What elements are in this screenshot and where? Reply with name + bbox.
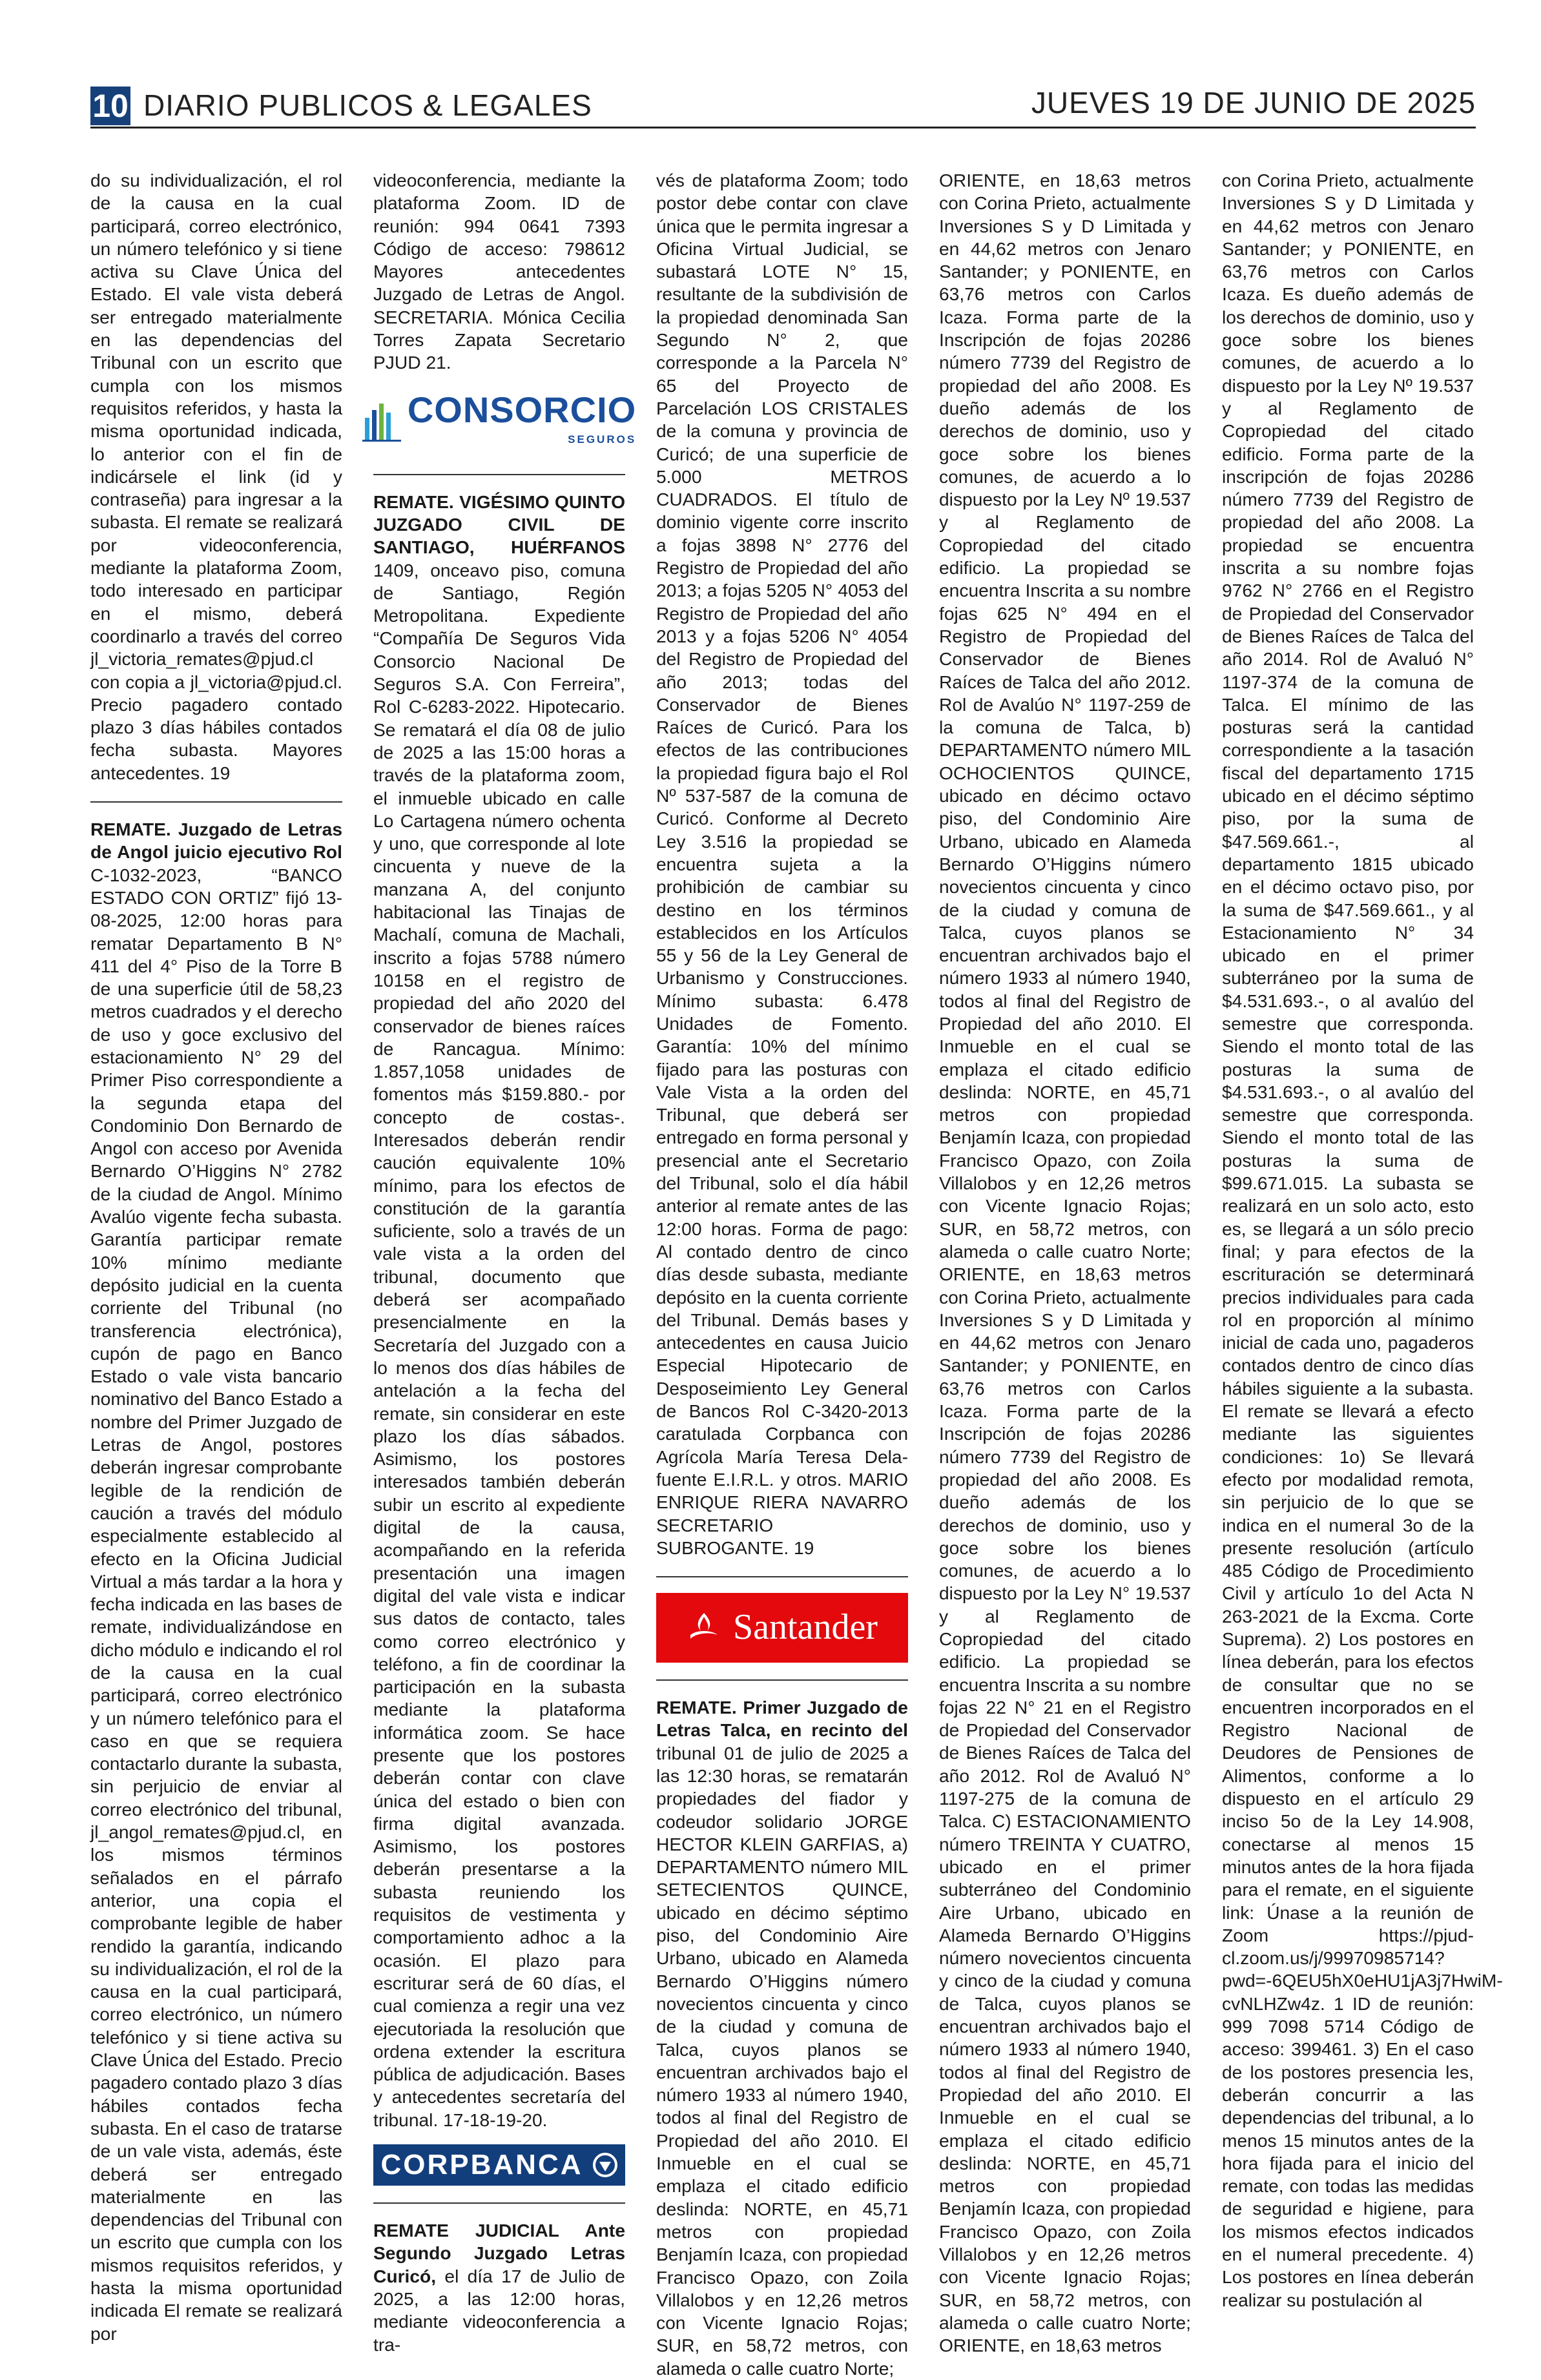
column-3 [656, 169, 908, 2379]
notice-divider [373, 474, 625, 475]
notice-remate-angol [90, 818, 342, 2345]
consorcio-name: CONSORCIO [407, 389, 637, 431]
notice-continuation: con Corina Prieto, actualmente Inversiones S y D Limitada y en 44,62 metros con Jenaro Santander; y PONIENTE, en 63,76 metros con Carlos Icaza. Es dueño además de los derechos de dominio, uso y goce sobre los bienes comunes, de acuerdo a lo dispuesto por la Ley Nº 19.537 y al Reglamento de Copropiedad del citado edificio. Forma parte de la inscripción de fojas 20286 número 7739 del Registro de propiedad del año 2008. La propiedad se encuentra inscrita a su nombre fojas 9762 N° 2766 en el Registro de Propiedad del Conservador de Bienes Raíces de Talca del año 2014. Rol de Avaluó N° 1197-374 de la comuna de Talca. El mínimo de las posturas será la cantidad correspondiente a la tasación fiscal del departamento 1715 ubicado en el décimo séptimo piso, por la suma de $47.569.661.-, al departamento 1815 ubicado en el décimo octavo piso, por la suma de $47.569.661., y al Estacionamiento N° 34 ubicado en el primer subterráneo por la suma de $4.531.693.-, o al avalúo del semestre que corresponda. Siendo el monto total de las posturas la suma de $4.531.693.-, o al avalúo del semestre que corresponda. Siendo el monto total de las posturas la suma de $99.671.015. La subasta se realizará en un solo acto, esto es, se llegará a un sólo precio final; y para efectos de la escrituración se determinará precios individuales para cada rol en proporción al mínimo inicial de cada uno, pagaderos contados dentro de cinco días hábiles siguiente a la subasta. El remate se llevará a efecto mediante las siguientes condiciones: 1o) Se llevará efecto por modalidad remota, sin perjuicio de lo que se indica en el numeral 3o de la presente resolución (artículo 485 Código de Procedimiento Civil y artículo 1o del Acta N 263-2021 de la Excma. Corte Suprema). 2) Los postores en línea deberán, para los efectos de consultar que no se encuentren incorporados en el Registro Nacional de Deudores de Pensiones de Alimentos, conforme a lo dispuesto en el artículo 29 inciso 5o de la Ley 14.908, conectarse al menos 15 minutos antes de la hora fijada para el remate, en el siguiente link: Únase a la reunión de Zoom https://pjud-cl.zoom.us/j/99970985714?pwd=-6QEU5hX0eHU1jA3j7HwiM-cvNLHZw4z. 1 ID de reunión: 999 7098 5714 Código de acceso: 399461. 3) En el caso de los postores presencia les, deberán concurrir a las dependencias del tribunal, a lo menos 15 minutos antes de la hora fijada para el inicio del remate, con todas las medidas de seguridad e higiene, para los mismos efectos indicados en el numeral precedente. 4) Los postores en línea deberán realizar su postulación al [1222, 170, 1503, 2310]
column-5 [1222, 169, 1503, 2310]
notice-body: tribunal 01 de julio de 2025 a las 12:30 horas, se rematarán propiedades del fiador y codeudor solidario JORGE HECTOR KLEIN GARFIAS, a) DEPARTAMENTO número MIL SETECIENTOS QUINCE, ubicado en décimo séptimo piso, del Condominio Aire Urbano, ubicado en Alameda Bernardo O’Higgins número novecientos cincuenta y cinco de la ciudad y comuna de Talca, cuyos planos se encuentran archivados bajo el número 1933 al número 1940, todos al final del Registro de Propiedad del año 2010. El Inmueble en el cual se emplaza el citado edificio deslinda: NORTE, en 45,71 metros con propiedad Benjamín Icaza, con propiedad Francisco Opazo, con Zoila Villalobos y en 12,26 metros con Vicente Ignacio Rojas; SUR, en 58,72 metros, con alameda o calle cuatro Norte; [656, 1742, 908, 2379]
column-1 [90, 169, 342, 2344]
notice-continuation: vés de plataforma Zoom; todo postor debe contar con clave única que le permita ingresar a Oficina Virtual Judicial, se subastará LOTE N° 15, resultante de la subdivisión de la propiedad denominada San Segundo N° 2, que corresponde a la Parcela N° 65 del Proyecto de Parcelación LOS CRISTALES de la comuna y provincia de Curicó; de una superficie de 5.000 METROS CUADRADOS. El título de dominio vigente corre inscrito a fojas 3898 N° 2776 del Registro de Propiedad del año 2013; a fojas 5205 N° 4053 del Registro de Propiedad del año 2013 y a fojas 5206 N° 4054 del Registro de Propiedad del año 2013; todas del Conservador de Bienes Raíces de Curicó. Para los efectos de las contribuciones la propiedad figura bajo el Rol Nº 537-587 de la comuna de Curicó. Conforme al Decreto Ley 3.516 la propiedad se encuentra sujeta a la prohibición de cambiar su destino en los términos establecidos en los Artículos 55 y 56 de la Ley General de Urbanismo y Construcciones. Mínimo subasta: 6.478 Unidades de Fomento. Garantía: 10% del mínimo fijado para las posturas con Vale Vista a la orden del Tribunal, que deberá ser entregado en forma personal y presencial ante el Secretario del Tribunal, solo el día hábil anterior al remate antes de las 12:00 horas. Forma de pago: Al contado dentro de cinco días desde subasta, mediante depósito en la cuenta corriente del Tribunal. Demás bases y antecedentes en causa Juicio Especial Hipotecario de Desposeimiento Ley General de Bancos Rol C-3420-2013 caratulada Corpbanca con Agrícola María Teresa Dela-fuente E.I.R.L. y otros. MARIO ENRIQUE RIERA NAVARRO SECRETARIO SUBROGANTE. 19 [656, 170, 908, 1558]
corpbanca-emblem-icon [592, 2152, 618, 2178]
notice-heading: REMATE. Primer Juzgado de Letras Talca, en recinto del [656, 1697, 908, 1741]
santander-flame-icon [687, 1610, 721, 1645]
notice-divider [373, 2202, 625, 2204]
notice-heading: REMATE. Juzgado de Letras de Angol juicio ejecutivo Rol [90, 819, 342, 863]
santander-logo [656, 1593, 908, 1663]
corpbanca-name: CORPBANCA [380, 2149, 583, 2181]
notice-continuation: ORIENTE, en 18,63 metros con Corina Prieto, actualmente Inversiones S y D Limitada y en 44,62 metros con Jenaro Santander; y PONIENTE, en 63,76 metros con Carlos Icaza. Forma parte de la Inscripción de fojas 20286 número 7739 del Registro de propiedad del año 2008. Es dueño además de los derechos de dominio, uso y goce sobre los bienes comunes, de acuerdo a lo dispuesto por la Ley Nº 19.537 y al Reglamento de Copropiedad del citado edificio. La propiedad se encuentra Inscrita a su nombre fojas 625 N° 494 en el Registro de Propiedad del Conservador de Bienes Raíces de Talca del año 2012. Rol de Avalúo N° 1197-259 de la comuna de Talca, b) DEPARTAMENTO número MIL OCHOCIENTOS QUINCE, ubicado en décimo octavo piso, del Condominio Aire Urbano, ubicado en Alameda Bernardo O’Higgins número novecientos cincuenta y cinco de la ciudad y comuna de Talca, cuyos planos se encuentran archivados bajo el número 1933 al número 1940, todos al final del Registro de Propiedad del año 2010. El Inmueble en el cual se emplaza el citado edificio deslinda: NORTE, en 45,71 metros con propiedad Benjamín Icaza, con propiedad Francisco Opazo, con Zoila Villalobos y en 12,26 metros con Vicente Ignacio Rojas; SUR, en 58,72 metros, con alameda o calle cuatro Norte; ORIENTE, en 18,63 metros con Corina Prieto, actualmente Inversiones S y D Limitada y en 44,62 metros con Jenaro Santander; y PONIENTE, en 63,76 metros con Carlos Icaza. Forma parte de la Inscripción de fojas 20286 número 7739 del Registro de propiedad del año 2008. Es dueño además de los derechos de dominio, uso y goce sobre los bienes comunes, de acuerdo a lo dispuesto por la Ley N° 19.537 y al Reglamento de Copropiedad del citado edificio. La propiedad se encuentra Inscrita a su nombre fojas 22 N° 21 en el Registro de Propiedad del Conservador de Bienes Raíces de Talca del año 2012. Rol de Avaluó N° 1197-275 de la comuna de Talca. C) ESTACIONAMIENTO número TREINTA Y CUATRO, ubicado en el primer subterráneo del Condominio Aire Urbano, ubicado en Alameda Bernardo O’Higgins número novecientos cincuenta y cinco de la ciudad y comuna de Talca, cuyos planos se encuentran archivados bajo el número 1933 al número 1940, todos al final del Registro de Propiedad del año 2010. El Inmueble en el cual se emplaza el citado edificio deslinda: NORTE, en 45,71 metros con propiedad Benjamín Icaza, con propiedad Francisco Opazo, con Zoila Villalobos y en 12,26 metros con Vicente Ignacio Rojas; SUR, en 58,72 metros, con alameda o calle cuatro Norte; ORIENTE, en 18,63 metros [939, 170, 1191, 2356]
consorcio-sub: SEGUROS [568, 433, 637, 446]
publication-date: JUEVES 19 DE JUNIO DE 2025 [1031, 86, 1476, 119]
notice-continuation: do su individualización, el rol de la causa en la cual participará, correo electrónico, un número telefónico y si tiene activa su Clave Única del Estado. El vale vista deberá ser entregado materialmente en las dependencias del Tribunal con un escrito que cumpla con los mismos requisitos referidos, y hasta la misma oportunidad indicada, lo anterior con el fin de indicársele el link (id y contraseña) para ingresar a la subasta. El remate se realizará por videoconferencia, mediante la plataforma Zoom, todo interesado en participar en el mismo, deberá coordinarlo a través del correo jl_victoria_remates@pjud.cl con copia a jl_victoria@pjud.cl. Precio pagadero contado plazo 3 días hábiles contados fecha subasta. Mayores antecedentes. 19 [90, 170, 342, 783]
column-4 [939, 169, 1191, 2356]
corpbanca-logo [373, 2144, 625, 2186]
notice-body: el día 17 de Julio de 2025, a las 12:00 horas, mediante videoconferencia a tra- [373, 2265, 625, 2355]
header-rule [90, 127, 1476, 128]
notice-continuation: videoconferencia, mediante la plataforma Zoom. ID de reunión: 994 0641 7393 Código de acceso: 798612 Mayores antecedentes Juzgado de Letras de Angol. SECRETARIA. Mónica Cecilia Torres Zapata Secretario PJUD 21. [373, 170, 625, 373]
notice-body: C-1032-2023, “BANCO ESTADO CON ORTIZ” fijó 13-08-2025, 12:00 horas para rematar Departamento B N° 411 del 4° Piso de la Torre B de una superficie útil de 58,23 metros cuadrados y el derecho de uso y goce exclusivo del estacionamiento N° 29 del Primer Piso correspondiente a la segunda etapa del Condominio Don Bernardo de Angol con acceso por Avenida Bernardo O’Higgins N° 2782 de la ciudad de Angol. Mínimo Avalúo vigente fecha subasta. Garantía participar remate 10% mínimo mediante depósito judicial en la cuenta corriente del Tribunal (no transferencia electrónica), cupón de pago en Banco Estado o vale vista bancario nominativo del Banco Estado a nombre del Primer Juzgado de Letras de Angol, postores deberán ingresar comprobante legible de la rendición de caución a través del módulo especialmente establecido al efecto en la Oficina Judicial Virtual a más tardar a la hora y fecha indicada en las bases de remate, individualizándose en dicho módulo e indicando el rol de la causa en la cual participará, correo electrónico y un número telefónico para el caso en que se requiera contactarlo durante la subasta, sin perjuicio de enviar al correo electrónico del tribunal, jl_angol_remates@pjud.cl, en los mismos términos señalados en el párrafo anterior, una copia el comprobante legible de haber rendido la garantía, indicando su individualización, el rol de la causa en la cual participará, correo electrónico, un número telefónico y si tiene activa su Clave Única del Estado. Precio pagadero contado plazo 3 días hábiles contados fecha subasta. En el caso de tratarse de un vale vista, además, éste deberá ser entregado materialmente en las dependencias del Tribunal con un escrito que cumpla con los mismos requisitos referidos, y hasta la misma oportunidad indicada El remate se realizará por [90, 864, 342, 2344]
column-2 [373, 169, 637, 2355]
notice-heading: REMATE JUDICIAL Ante Segundo Juzgado Letras Curicó, [373, 2220, 625, 2286]
notice-remate-santiago [373, 491, 625, 2131]
santander-name: Santander [733, 1607, 878, 1648]
notice-divider [656, 1679, 908, 1681]
page-header [90, 83, 1476, 128]
notice-divider [656, 1576, 908, 1577]
page-number: 10 [90, 87, 130, 125]
notice-remate-talca [656, 1696, 908, 2380]
notice-remate-curico [373, 2219, 625, 2356]
notice-divider [90, 801, 342, 803]
notice-body: 1409, onceavo piso, comuna de Santiago, Región Metropolitana. Expediente “Compañía De Seguros Vida Consorcio Nacional De Seguros S.A. Con Ferreira”, Rol C-6283-2022. Hipotecario. Se rematará el día 08 de julio de 2025 a las 15:00 horas a través de la plataforma zoom, el inmueble ubicado en calle Lo Cartagena número ochenta y uno, que corresponde al lote cincuenta y nueve de la manzana A, del conjunto habitacional las Tinajas de Machalí, comuna de Machali, inscrito a fojas 5788 número 10158 en el registro de propiedad del año 2020 del conservador de bienes raíces de Rancagua. Mínimo: 1.857,1058 unidades de fomentos más $159.880.- por concepto de costas-. Interesados deberán rendir caución equivalente 10% mínimo, para los efectos de constitución de la garantía suficiente, solo a través de un vale vista a la orden del tribunal, documento que deberá ser acompañado presencialmente en la Secretaría del Juzgado con a lo menos dos días hábiles de antelación a la fecha del remate, sin considerar en este plazo los días sábados. Asimismo, los postores interesados también deberán subir un escrito al expediente digital de la causa, acompañando en la referida presentación una imagen digital del vale vista e indicar sus datos de contacto, tales como correo electrónico y teléfono, a fin de coordinar la participación en la subasta mediante la plataforma informática zoom. Se hace presente que los postores deberán contar con clave única del estado o bien con firma digital avanzada. Asimismo, los postores deberán presentarse a la subasta reuniendo los requisitos de vestimenta y comportamiento adhoc a la ocasión. El plazo para escriturar será de 60 días, el cual comienza a regir una vez ejecutoriada la resolución que ordena extender la escritura pública de adjudicación. Bases y antecedentes secretaría del tribunal. 17-18-19-20. [373, 559, 625, 2130]
notice-heading: REMATE. VIGÉSIMO QUINTO JUZGADO CIVIL DE SANTIAGO, HUÉRFANOS [373, 491, 625, 558]
consorcio-building-icon [362, 401, 401, 442]
consorcio-logo [373, 386, 637, 457]
publication-name: DIARIO PUBLICOS & LEGALES [143, 88, 592, 122]
